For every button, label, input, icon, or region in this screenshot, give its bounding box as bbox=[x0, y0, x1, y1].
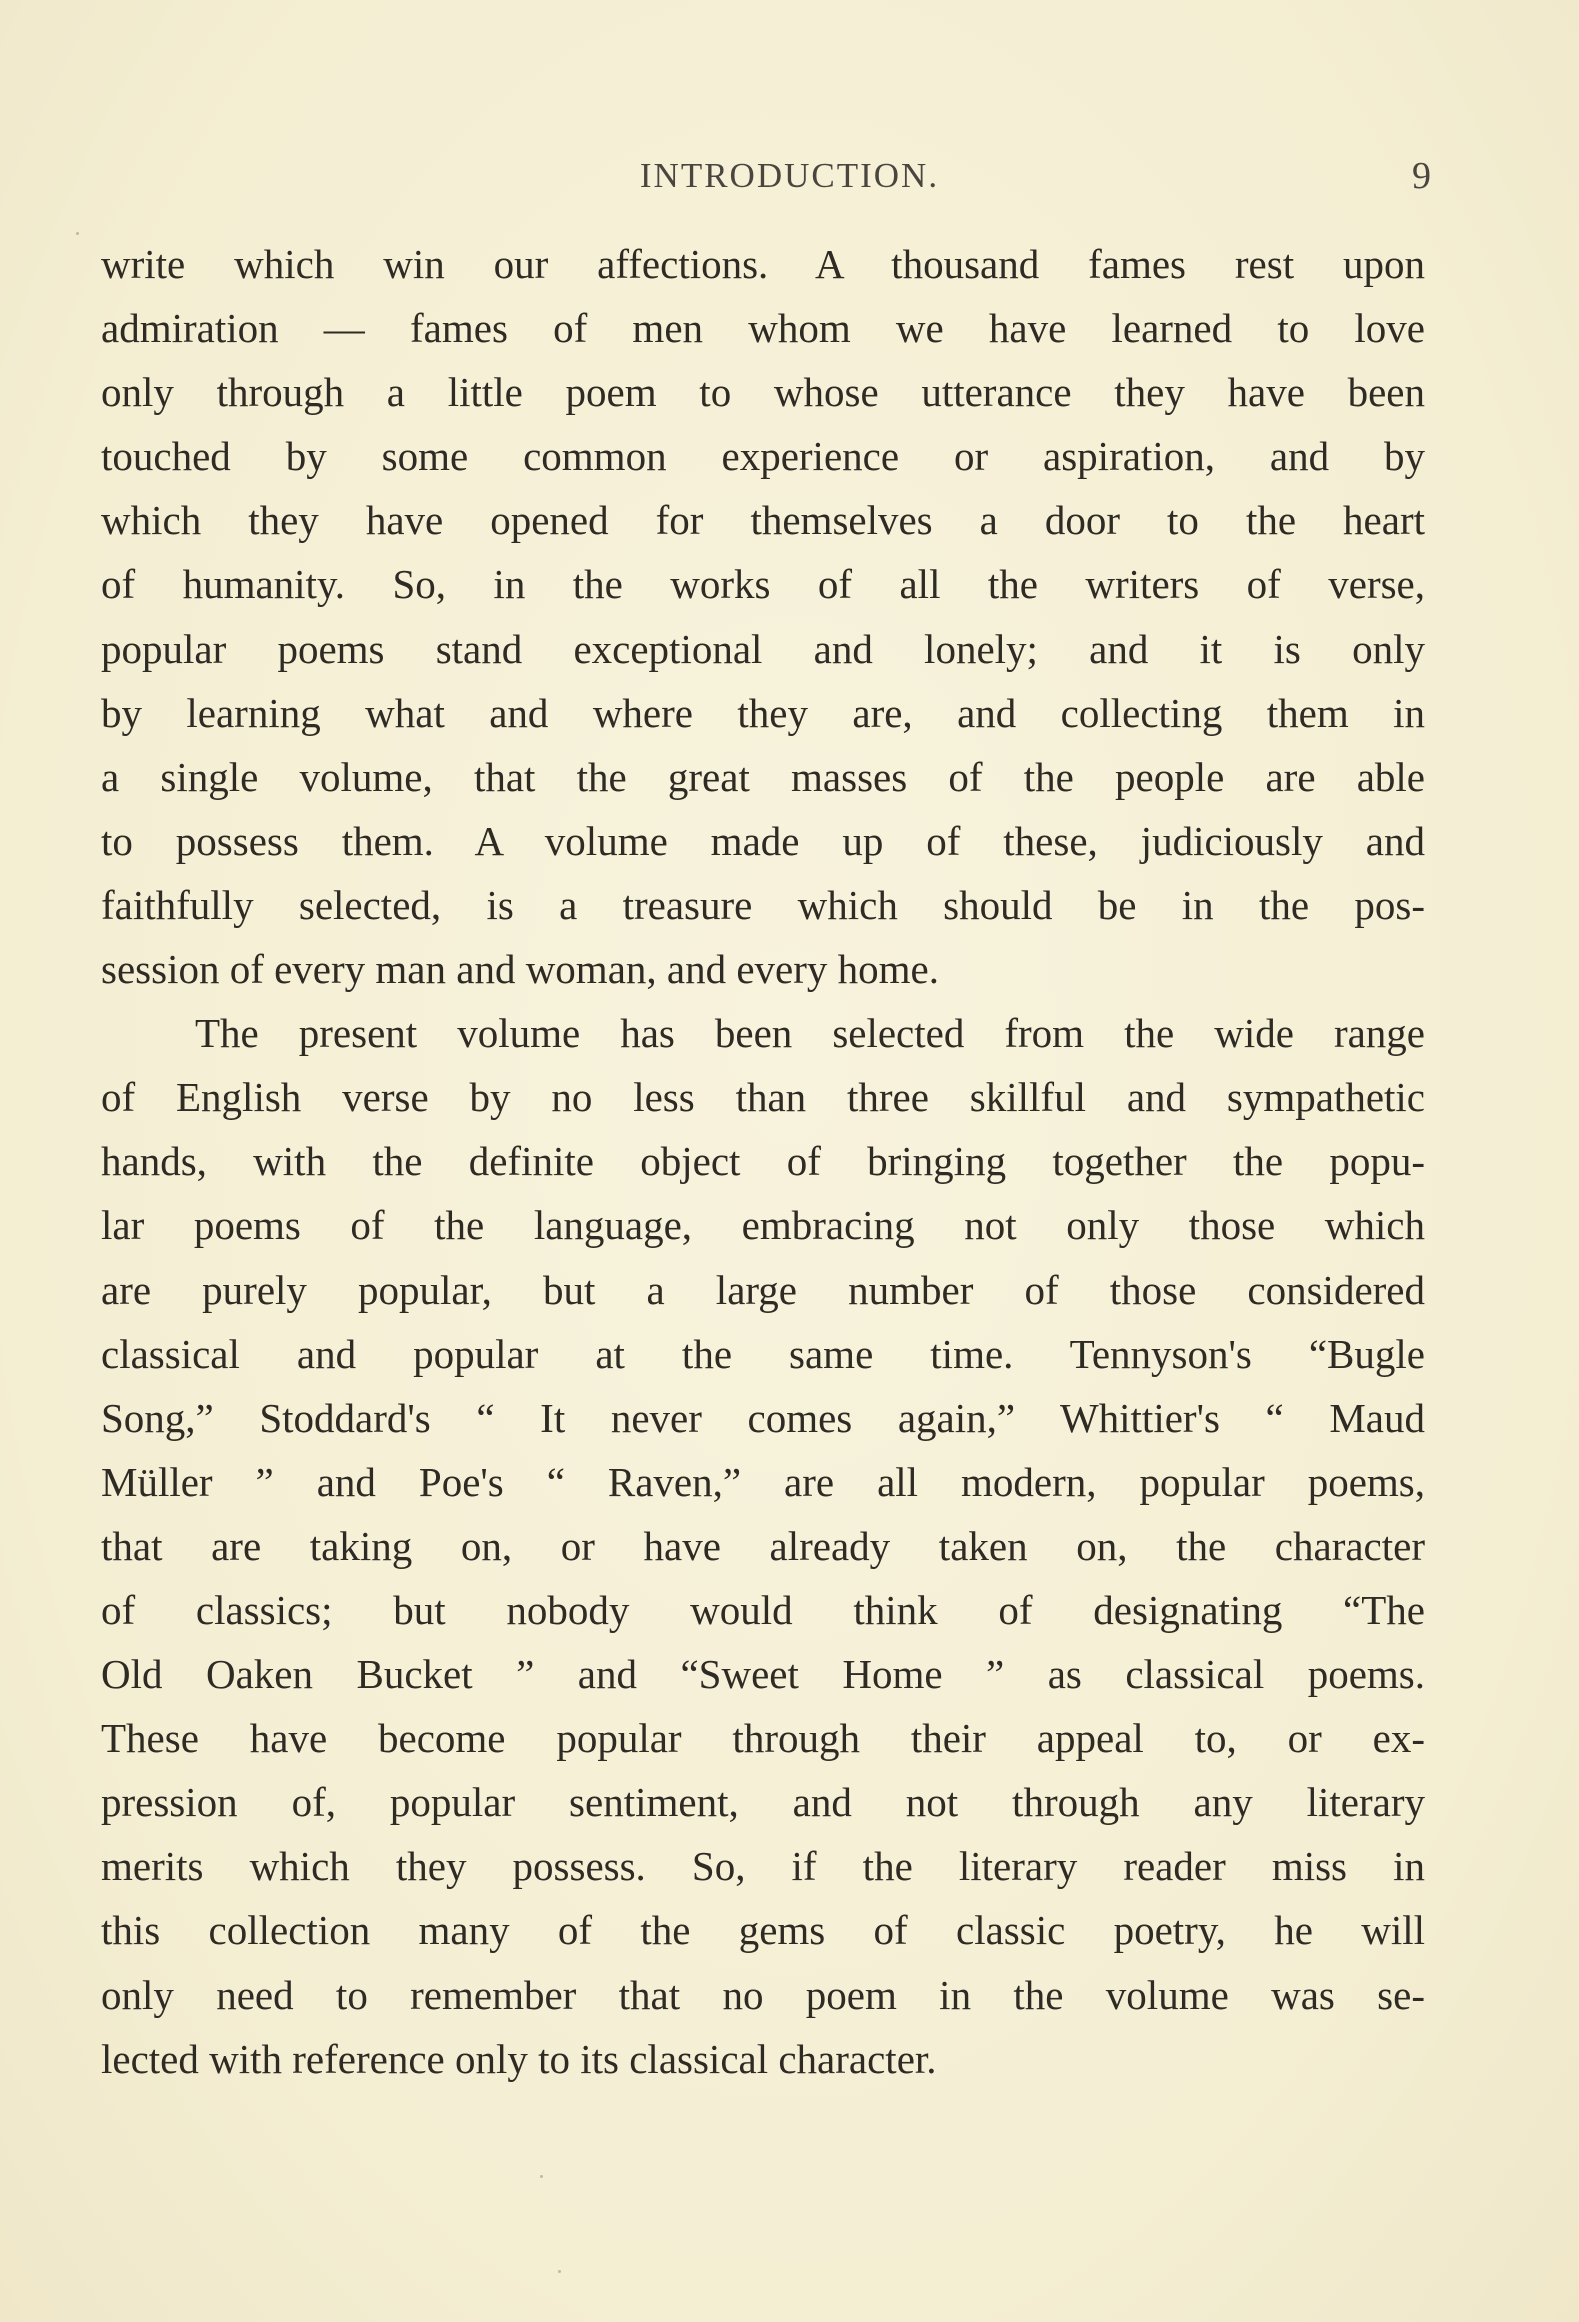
text-line: Old Oaken Bucket ” and “Sweet Home ” as classical poems. bbox=[101, 1651, 1425, 1698]
text-line: by learning what and where they are, and collecting them in bbox=[101, 689, 1425, 736]
text-line: session of every man and woman, and every home. bbox=[101, 946, 939, 993]
paper-speck bbox=[540, 2175, 543, 2178]
text-line: of English verse by no less than three skillful and sympathetic bbox=[101, 1074, 1425, 1121]
text-line: lar poems of the language, embracing not only those which bbox=[101, 1202, 1425, 1249]
text-line: The present volume has been selected from the wide range bbox=[195, 1010, 1425, 1057]
paper-speck bbox=[558, 2270, 561, 2273]
text-line: Müller ” and Poe's “ Raven,” are all modern, popular poems, bbox=[101, 1458, 1425, 1505]
text-line: which they have opened for themselves a door to the heart bbox=[101, 497, 1425, 544]
text-line: hands, with the definite object of bringing together the popu- bbox=[101, 1138, 1425, 1185]
paper-speck bbox=[76, 232, 79, 235]
running-head bbox=[0, 150, 1579, 200]
text-line: are purely popular, but a large number of those considered bbox=[101, 1266, 1425, 1313]
text-line: popular poems stand exceptional and lonely; and it is only bbox=[101, 625, 1425, 672]
text-line: These have become popular through their appeal to, or ex- bbox=[101, 1715, 1425, 1762]
text-line: classical and popular at the same time. Tennyson's “Bugle bbox=[101, 1330, 1425, 1377]
text-line: to possess them. A volume made up of these, judiciously and bbox=[101, 817, 1425, 864]
text-line: that are taking on, or have already taken on, the character bbox=[101, 1522, 1425, 1569]
text-line: of classics; but nobody would think of designating “The bbox=[101, 1586, 1425, 1633]
text-line: only need to remember that no poem in the volume was se- bbox=[101, 1971, 1425, 2018]
text-line: a single volume, that the great masses of the people are able bbox=[101, 753, 1425, 800]
body-text bbox=[101, 232, 1425, 2091]
text-line: faithfully selected, is a treasure which should be in the pos- bbox=[101, 881, 1425, 928]
text-line: lected with reference only to its classical character. bbox=[101, 2035, 937, 2082]
page-number: 9 bbox=[1412, 155, 1431, 197]
text-line: of humanity. So, in the works of all the writers of verse, bbox=[101, 561, 1425, 608]
text-line: only through a little poem to whose utterance they have been bbox=[101, 369, 1425, 416]
text-line: this collection many of the gems of classic poetry, he will bbox=[101, 1907, 1425, 1954]
text-line: admiration — fames of men whom we have learned to love bbox=[101, 305, 1425, 352]
text-line: touched by some common experience or aspiration, and by bbox=[101, 433, 1425, 480]
text-line: write which win our affections. A thousand fames rest upon bbox=[101, 241, 1425, 287]
text-line: pression of, popular sentiment, and not through any literary bbox=[101, 1779, 1425, 1826]
text-line: merits which they possess. So, if the literary reader miss in bbox=[101, 1843, 1425, 1890]
running-title: INTRODUCTION. bbox=[639, 156, 940, 195]
text-line: Song,” Stoddard's “ It never comes again,” Whittier's “ Maud bbox=[101, 1394, 1425, 1441]
